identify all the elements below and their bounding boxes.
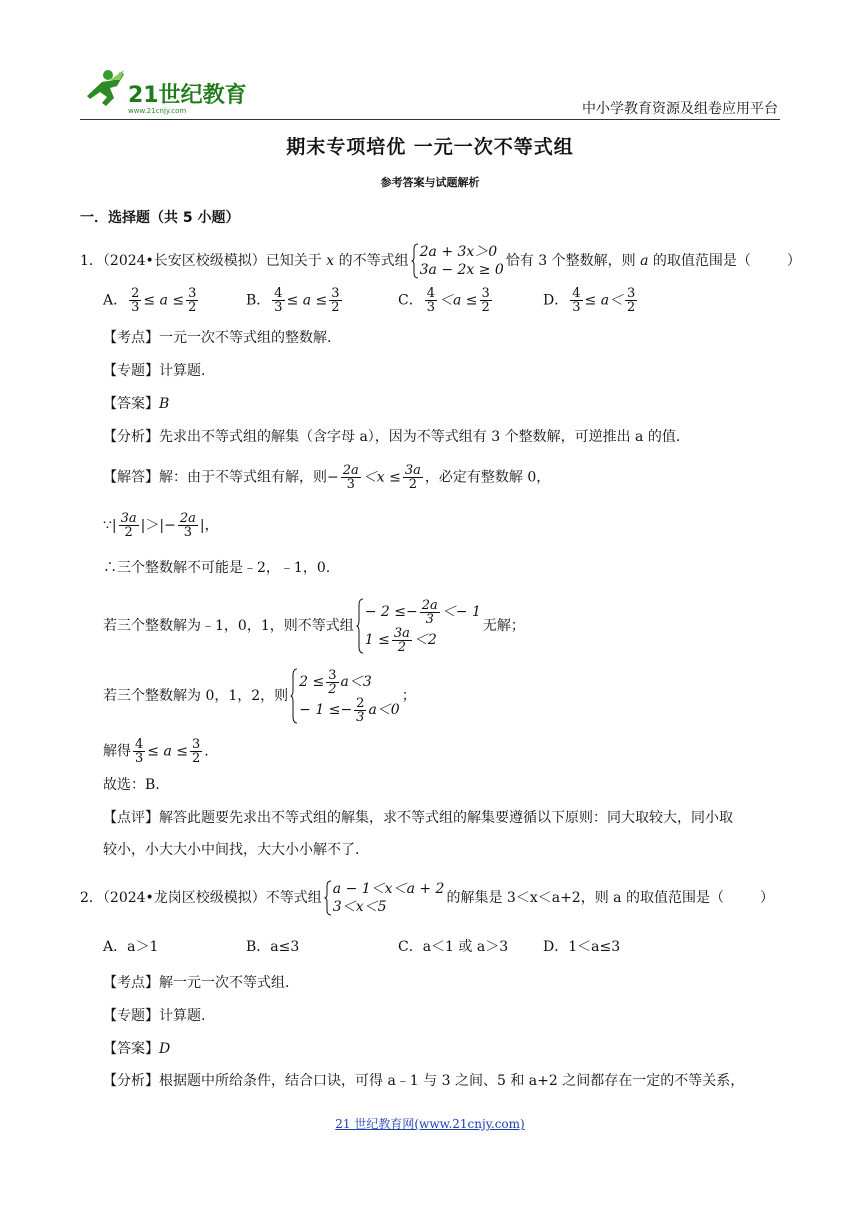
q2-fenxi: 【分析】根据题中所给条件，结合口诀，可得 a﹣1 与 3 之间、5 和 a+2 之间都存在一定的不等关系， xyxy=(103,1073,745,1089)
q1-comment-line1: 【点评】解答此题要先求出不等式组的解集，求不等式组的解集要遵循以下原则：同大取较大，同小取 xyxy=(103,810,733,826)
q2-zhuanti: 【专题】计算题. xyxy=(103,1008,206,1024)
footer-link[interactable]: 21 世纪教育网(www.21cnjy.com) xyxy=(335,1117,525,1131)
q1-option-b[interactable]: B． $\frac{4}{3}$ ≤ a ≤ $\frac{3}{2}$ xyxy=(246,286,340,315)
q2-option-b[interactable]: B．a≤3 xyxy=(246,939,300,955)
q1-because: ∵| $\frac{3a}{2}$ |＞|− $\frac{2a}{3}$ |， xyxy=(103,511,219,540)
q1-stem: 1．（2024•长安区校级模拟）已知关于 x 的不等式组 2a + 3x＞0 3a − 2x ≥ 0 恰有 3 个整数解，则 a 的取值范围是（ ） xyxy=(80,244,801,278)
page-title: 期末专项培优 一元一次不等式组 xyxy=(286,136,574,158)
q1-kaodian: 【考点】一元一次不等式组的整数解. xyxy=(103,330,332,346)
q1-comment-line2: 较小，小大大小中间找，大大小小解不了. xyxy=(103,842,360,858)
section-heading: 一．选择题（共 5 小题） xyxy=(80,210,240,226)
q1-zhuanti: 【专题】计算题. xyxy=(103,363,206,379)
q1-answer: 【答案】B xyxy=(103,396,170,412)
page-subtitle: 参考答案与试题解析 xyxy=(380,176,480,189)
q2-answer: 【答案】D xyxy=(103,1041,171,1057)
q1-solve: 解得 $\frac{4}{3}$ ≤ a ≤ $\frac{3}{2}$ . xyxy=(103,737,209,766)
q1-case2: 若三个整数解为 0，1，2，则 2 ≤ $\frac{3}{2}$ a＜3 − 1 ≤− $\frac{2}{3}$ a＜0 ； xyxy=(103,667,416,725)
logo-text: 21世纪教育 xyxy=(128,83,247,108)
q1-option-a[interactable]: A． $\frac{2}{3}$ ≤ a ≤ $\frac{3}{2}$ xyxy=(103,286,197,315)
q2-stem: 2．（2024•龙岗区校级模拟）不等式组 a − 1＜x＜a + 2 3＜x＜5 的解集是 3＜x＜a+2，则 a 的取值范围是（ ） xyxy=(80,881,774,915)
site-logo xyxy=(80,66,250,116)
q2-kaodian: 【考点】解一元一次不等式组. xyxy=(103,975,290,991)
q1-jieda: 【解答】解：由于不等式组有解，则− $\frac{2a}{3}$ ＜x ≤ $\frac{3a}{2}$ ，必定有整数解 0， xyxy=(103,463,551,492)
q1-option-d[interactable]: D． $\frac{4}{3}$ ≤ a＜ $\frac{3}{2}$ xyxy=(543,286,636,315)
platform-name: 中小学教育资源及组卷应用平台 xyxy=(582,101,778,117)
q2-inequality-system: a − 1＜x＜a + 2 3＜x＜5 xyxy=(324,880,445,916)
q1-case1: 若三个整数解为﹣1，0，1，则不等式组 − 2 ≤− $\frac{2a}{3}$ ＜− 1 1 ≤ $\frac{3a}{2}$ ＜2 无解； xyxy=(103,597,525,655)
q1-therefore: ∴三个整数解不可能是﹣2，﹣1，0. xyxy=(103,560,331,576)
q2-option-c[interactable]: C．a＜1 或 a＞3 xyxy=(398,939,509,955)
runner-icon xyxy=(87,70,124,106)
q1-inequality-system: 2a + 3x＞0 3a − 2x ≥ 0 xyxy=(411,243,504,279)
q1-choose: 故选：B. xyxy=(103,777,160,793)
q2-option-a[interactable]: A．a＞1 xyxy=(103,939,159,955)
header-divider xyxy=(80,119,780,120)
q2-option-d[interactable]: D．1＜a≤3 xyxy=(543,939,621,955)
q1-option-c[interactable]: C． $\frac{4}{3}$ ＜a ≤ $\frac{3}{2}$ xyxy=(398,286,490,315)
q1-fenxi: 【分析】先求出不等式组的解集（含字母 a），因为不等式组有 3 个整数解，可逆推出 a 的值. xyxy=(103,429,681,445)
logo-url: www.21cnjy.com xyxy=(128,107,187,115)
